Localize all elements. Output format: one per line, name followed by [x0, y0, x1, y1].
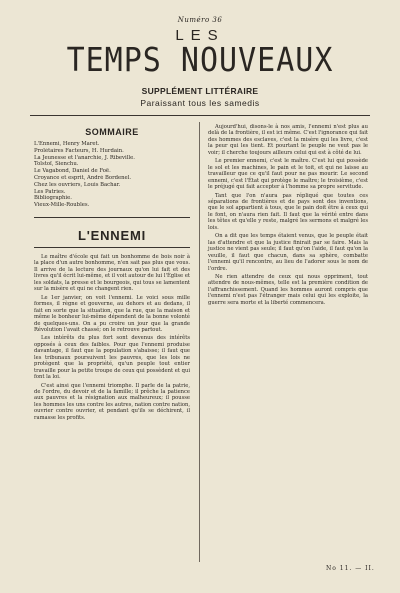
masthead-les: LES	[175, 27, 225, 44]
masthead-title: TEMPS NOUVEAUX	[66, 41, 334, 80]
column-divider	[199, 122, 200, 562]
paragraph: Les intérêts du plus fort sont devenus des intérêts opposés à ceux des faibles. Pour que l'ennemi produise davantage, il faut que la population s'abaisse; il faut que les tribunaux poursuivent les pauvres, que les lois ne protègent que la propriété, qu'un peuple tout entier travaille pour la petite troupe de ceux qui possèdent et qui font la loi.	[34, 335, 190, 381]
toc-item: La Jeunesse et l'anarchie, J. Ribeville.	[34, 154, 135, 161]
toc-item: Croyance et esprit, André Bordenel.	[34, 174, 132, 181]
left-column	[34, 124, 190, 423]
paragraph: Le maître d'école qui fait un bonhomme de bois noir à la place d'un autre bonhomme, n'en sait pas plus que vous. Il arrive de la lecture des journaux qu'on lui fait et des livres qu'il écrit lui-même, et il voit autour de lui l'Église et les soldats, la presse et le bourgeois, qui tous se lamentent sur la misère et qui ne changent rien.	[34, 253, 190, 293]
paragraph: Ne rien attendre de ceux qui nous oppriment, tout attendre de nous-mêmes, telle est la première condition de l'affranchissement. Quand les hommes auront compris que l'ennemi n'est pas l'étranger mais celui qui les exploite, la guerre sera morte et la liberté commencera.	[208, 273, 368, 306]
title-rule	[34, 247, 190, 248]
toc-item: Le Vagabond, Daniel de Foë.	[34, 168, 111, 175]
toc-item: Prolétaires Facteurs, H. Hurdain.	[34, 147, 124, 154]
section-rule	[34, 217, 190, 218]
article-body-left	[34, 254, 190, 421]
paragraph: C'est ainsi que l'ennemi triomphe. Il parle de la patrie, de l'ordre, du devoir et de la famille; il prêche la patience aux pauvres et la résignation aux malheureux; il pousse les hommes les uns contre les autres, nation contre nation, ouvrier contre ouvrier, et pendant qu'ils se déchirent, il ramasse les profits.	[34, 382, 190, 421]
sommaire-heading: SOMMAIRE	[85, 127, 139, 137]
toc-item: Chez les ouvriers, Louis Bachar.	[34, 181, 121, 188]
issue-number: Numéro 36	[177, 16, 223, 24]
toc-item: Bibliographie.	[34, 195, 72, 202]
toc-item: Tolstoï, Sienchu.	[34, 161, 79, 168]
right-column	[208, 124, 368, 308]
paragraph: Le premier ennemi, c'est le maître. C'est lui qui possède le sol et les machines, le pain et le toit, et qui ne laisse au travailleur que ce qu'il faut pour ne pas mourir. Le second ennemi, c'est l'État qui protège le maître; le troisième, c'est le préjugé qui fait accepter à l'homme sa propre servitude.	[208, 158, 368, 191]
paragraph: Tant que l'on n'aura pas répliqué que toutes ces séparations de frontières et de pays sont des inventions, que le sol appartient à tous, que le pain doit être à ceux qui le font, on n'aura rien fait. Il faut que la vérité entre dans les têtes et qu'elle y reste, malgré les sermons et malgré les lois.	[208, 192, 368, 231]
toc-item: Vieux-Mille-Roubles.	[34, 202, 90, 209]
supplement-label: SUPPLÉMENT LITTÉRAIRE	[141, 86, 259, 96]
article-body-right	[208, 124, 368, 306]
masthead-rule	[30, 115, 370, 116]
publication-frequency: Paraissant tous les samedis	[140, 98, 260, 108]
paragraph: Le 1er janvier, on voit l'ennemi. Le voici sous mille formes, il règne et gouverne, au dehors et au dedans, il fait en sorte que la situation, que la rue, que la maison et même le bonheur lui-même dépendent de la bonne volonté de quelques-uns. On a pu croire un jour que la grande Révolution l'avait chassé; on le retrouve partout.	[34, 294, 190, 333]
article-title: L'ENNEMI	[78, 227, 146, 243]
table-of-contents	[34, 141, 190, 209]
paragraph: On a dit que les temps étaient venus, que le peuple était las d'attendre et que la justice finirait par se faire. Mais la justice ne vient pas seule; il faut qu'on l'aide, il faut qu'on la veuille, il faut que chacun, dans sa sphère, combatte l'ennemi qu'il rencontre, au lieu de l'adorer sous le nom de l'ordre.	[208, 233, 368, 272]
toc-item: Les Patries.	[34, 188, 66, 195]
paragraph: Aujourd'hui, disons-le à nos amis, l'ennemi n'est plus au delà de la frontière, il est ici même. C'est l'ignorance qui fait des hommes des esclaves, c'est la misère qui les livre, c'est la peur qui les tient. Et pourtant le peuple ne veut pas le voir; il cherche toujours ailleurs celui qui est à côté de lui.	[208, 124, 368, 156]
toc-item: L'Ennemi, Henry Maret.	[34, 141, 100, 147]
page-folio: No 11. — II.	[326, 565, 375, 572]
